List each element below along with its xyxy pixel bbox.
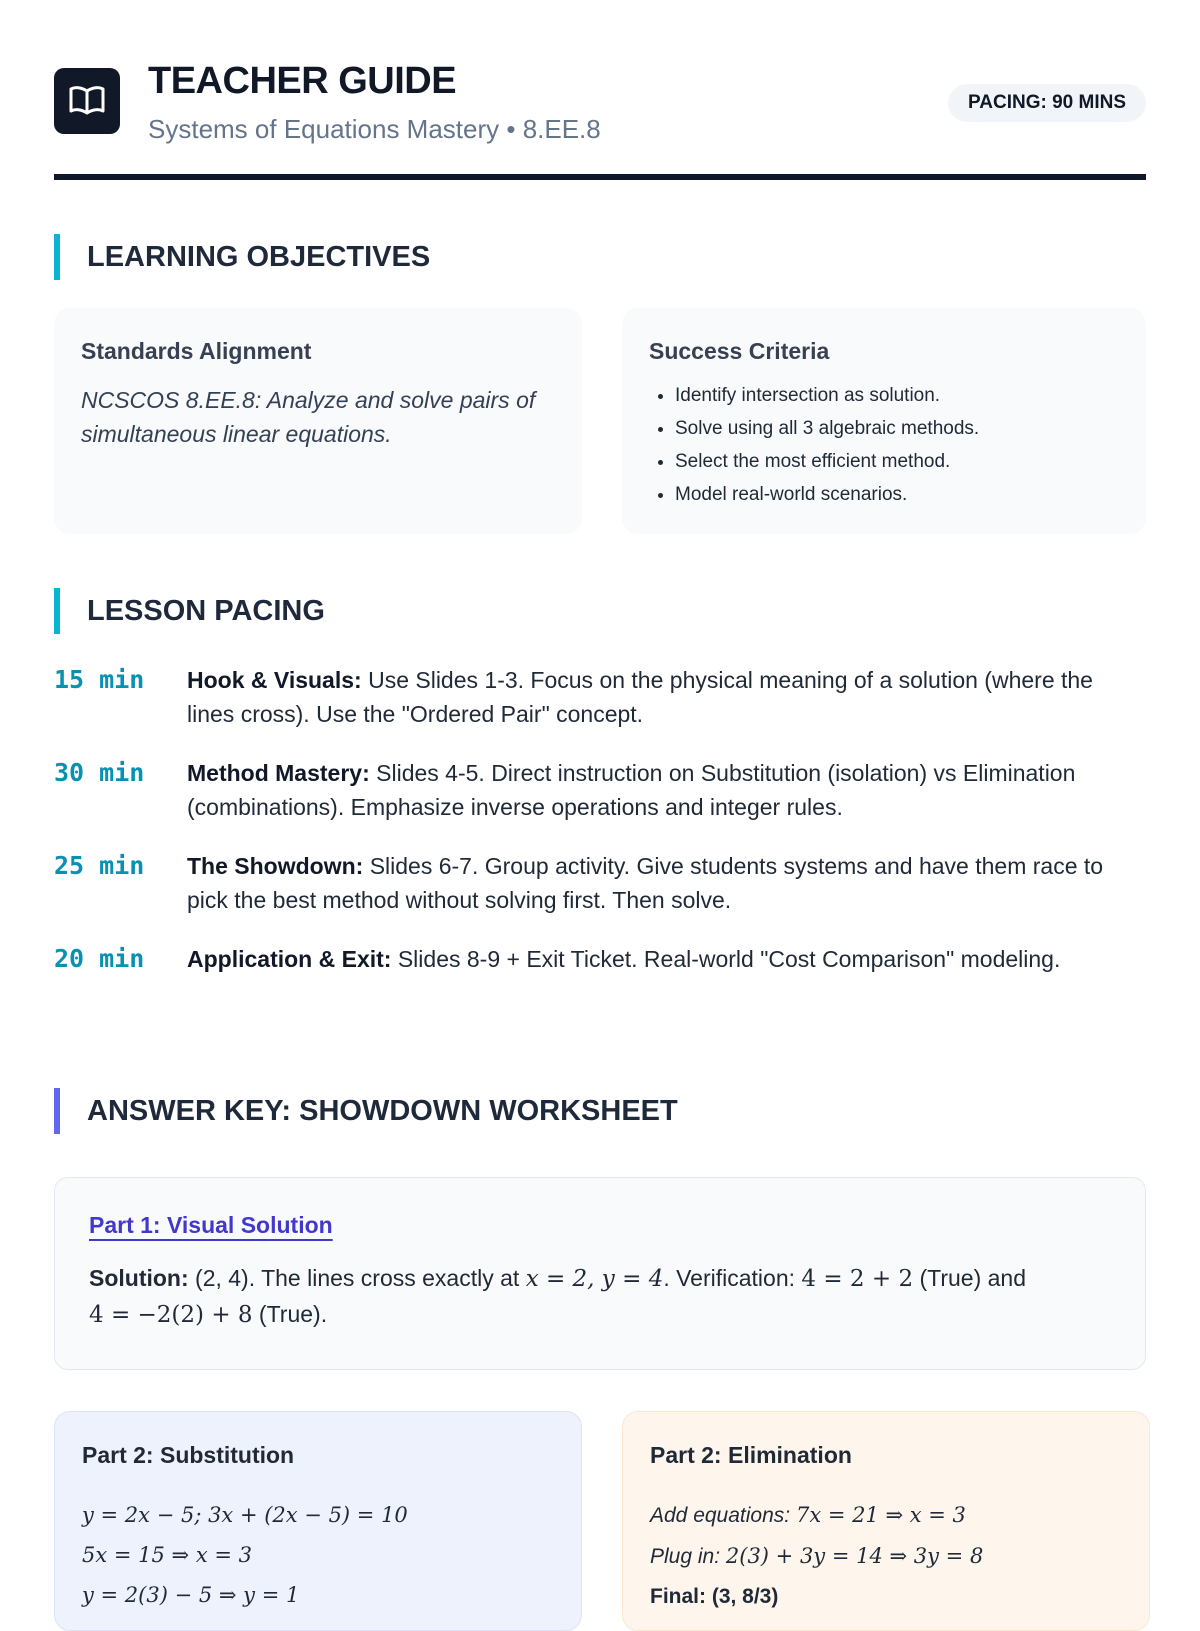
substitution-step: 5x = 15 ⇒ x = 3 xyxy=(82,1543,252,1567)
pacing-text: Slides 8-9 + Exit Ticket. Real-world "Cost Comparison" modeling. xyxy=(391,946,1061,972)
header-divider xyxy=(54,174,1146,180)
list-item: • Select the most efficient method. xyxy=(675,445,1119,478)
elimination-step xyxy=(650,1536,1122,1577)
step-label: Plug in: xyxy=(650,1545,726,1568)
part1-title: Part 1: Visual Solution xyxy=(89,1212,333,1238)
standards-text: NCSCOS 8.EE.8: Analyze and solve pairs of simultaneous linear equations. xyxy=(81,387,536,447)
page-subtitle: Systems of Equations Mastery • 8.EE.8 xyxy=(148,114,601,144)
substitution-title: Part 2: Substitution xyxy=(82,1442,295,1468)
pacing-text: Slides 6-7. Group activity. Give students systems and have them race to pick the best method without solving first. Then solve. xyxy=(187,853,1104,913)
part1-card xyxy=(54,1177,1146,1370)
open-book-icon xyxy=(54,68,120,134)
pacing-description xyxy=(187,756,1146,824)
elimination-card xyxy=(622,1411,1150,1631)
page-header xyxy=(54,58,1146,183)
criteria-list xyxy=(649,379,1119,511)
pacing-description xyxy=(187,849,1146,917)
pacing-text: Use Slides 1-3. Focus on the physical meaning of a solution (where the lines cross). Use the "Ordered Pair" concept. xyxy=(187,667,1093,727)
substitution-card xyxy=(54,1411,582,1631)
pacing-label: Application & Exit: xyxy=(187,946,392,972)
pacing-text: Slides 4-5. Direct instruction on Substitution (isolation) vs Elimination (combinations). Emphasize inverse operations and integer rules. xyxy=(187,760,1076,820)
solution-text: (True). xyxy=(252,1301,328,1327)
list-item: • Identify intersection as solution. xyxy=(675,379,1119,412)
pacing-time: 25 min xyxy=(54,851,145,880)
criteria-title: Success Criteria xyxy=(649,338,830,364)
standards-title: Standards Alignment xyxy=(81,338,312,364)
pacing-description xyxy=(187,663,1146,731)
pacing-time: 30 min xyxy=(54,758,145,787)
pacing-description xyxy=(187,942,1146,976)
page-title: TEACHER GUIDE xyxy=(148,60,457,102)
standards-card xyxy=(54,308,582,534)
pacing-time: 15 min xyxy=(54,665,145,694)
solution-label: Solution: xyxy=(89,1265,189,1291)
elimination-step xyxy=(650,1495,1122,1536)
solution-text: (True) and xyxy=(913,1265,1027,1291)
substitution-step: y = 2(3) − 5 ⇒ y = 1 xyxy=(82,1583,300,1607)
pacing-badge: PACING: 90 MINS xyxy=(948,84,1146,122)
section-heading-objectives: LEARNING OBJECTIVES xyxy=(54,234,430,280)
section-heading-pacing: LESSON PACING xyxy=(54,588,325,634)
list-item: • Solve using all 3 algebraic methods. xyxy=(675,412,1119,445)
pacing-label: The Showdown: xyxy=(187,853,364,879)
pacing-label: Hook & Visuals: xyxy=(187,667,362,693)
verification-math: 4 = 2 + 2 xyxy=(801,1266,914,1292)
solution-text: . Verification: xyxy=(663,1265,802,1291)
list-item: • Model real-world scenarios. xyxy=(675,478,1119,511)
pacing-label: Method Mastery: xyxy=(187,760,370,786)
criteria-card xyxy=(622,308,1146,534)
elimination-final: Final: (3, 8/3) xyxy=(650,1585,779,1608)
step-math: 2(3) + 3y = 14 ⇒ 3y = 8 xyxy=(725,1544,984,1568)
pacing-time: 20 min xyxy=(54,944,145,973)
substitution-step: y = 2x − 5; 3x + (2x − 5) = 10 xyxy=(82,1503,408,1527)
solution-math: x = 2, y = 4 xyxy=(525,1266,664,1292)
verification-math: 4 = −2(2) + 8 xyxy=(89,1302,253,1328)
step-label: Add equations: xyxy=(650,1504,796,1527)
solution-text: (2, 4). The lines cross exactly at xyxy=(188,1265,526,1291)
part1-solution xyxy=(89,1261,1111,1333)
step-math: 7x = 21 ⇒ x = 3 xyxy=(795,1503,966,1527)
elimination-title: Part 2: Elimination xyxy=(650,1442,852,1468)
section-heading-answer-key: ANSWER KEY: SHOWDOWN WORKSHEET xyxy=(54,1088,678,1134)
